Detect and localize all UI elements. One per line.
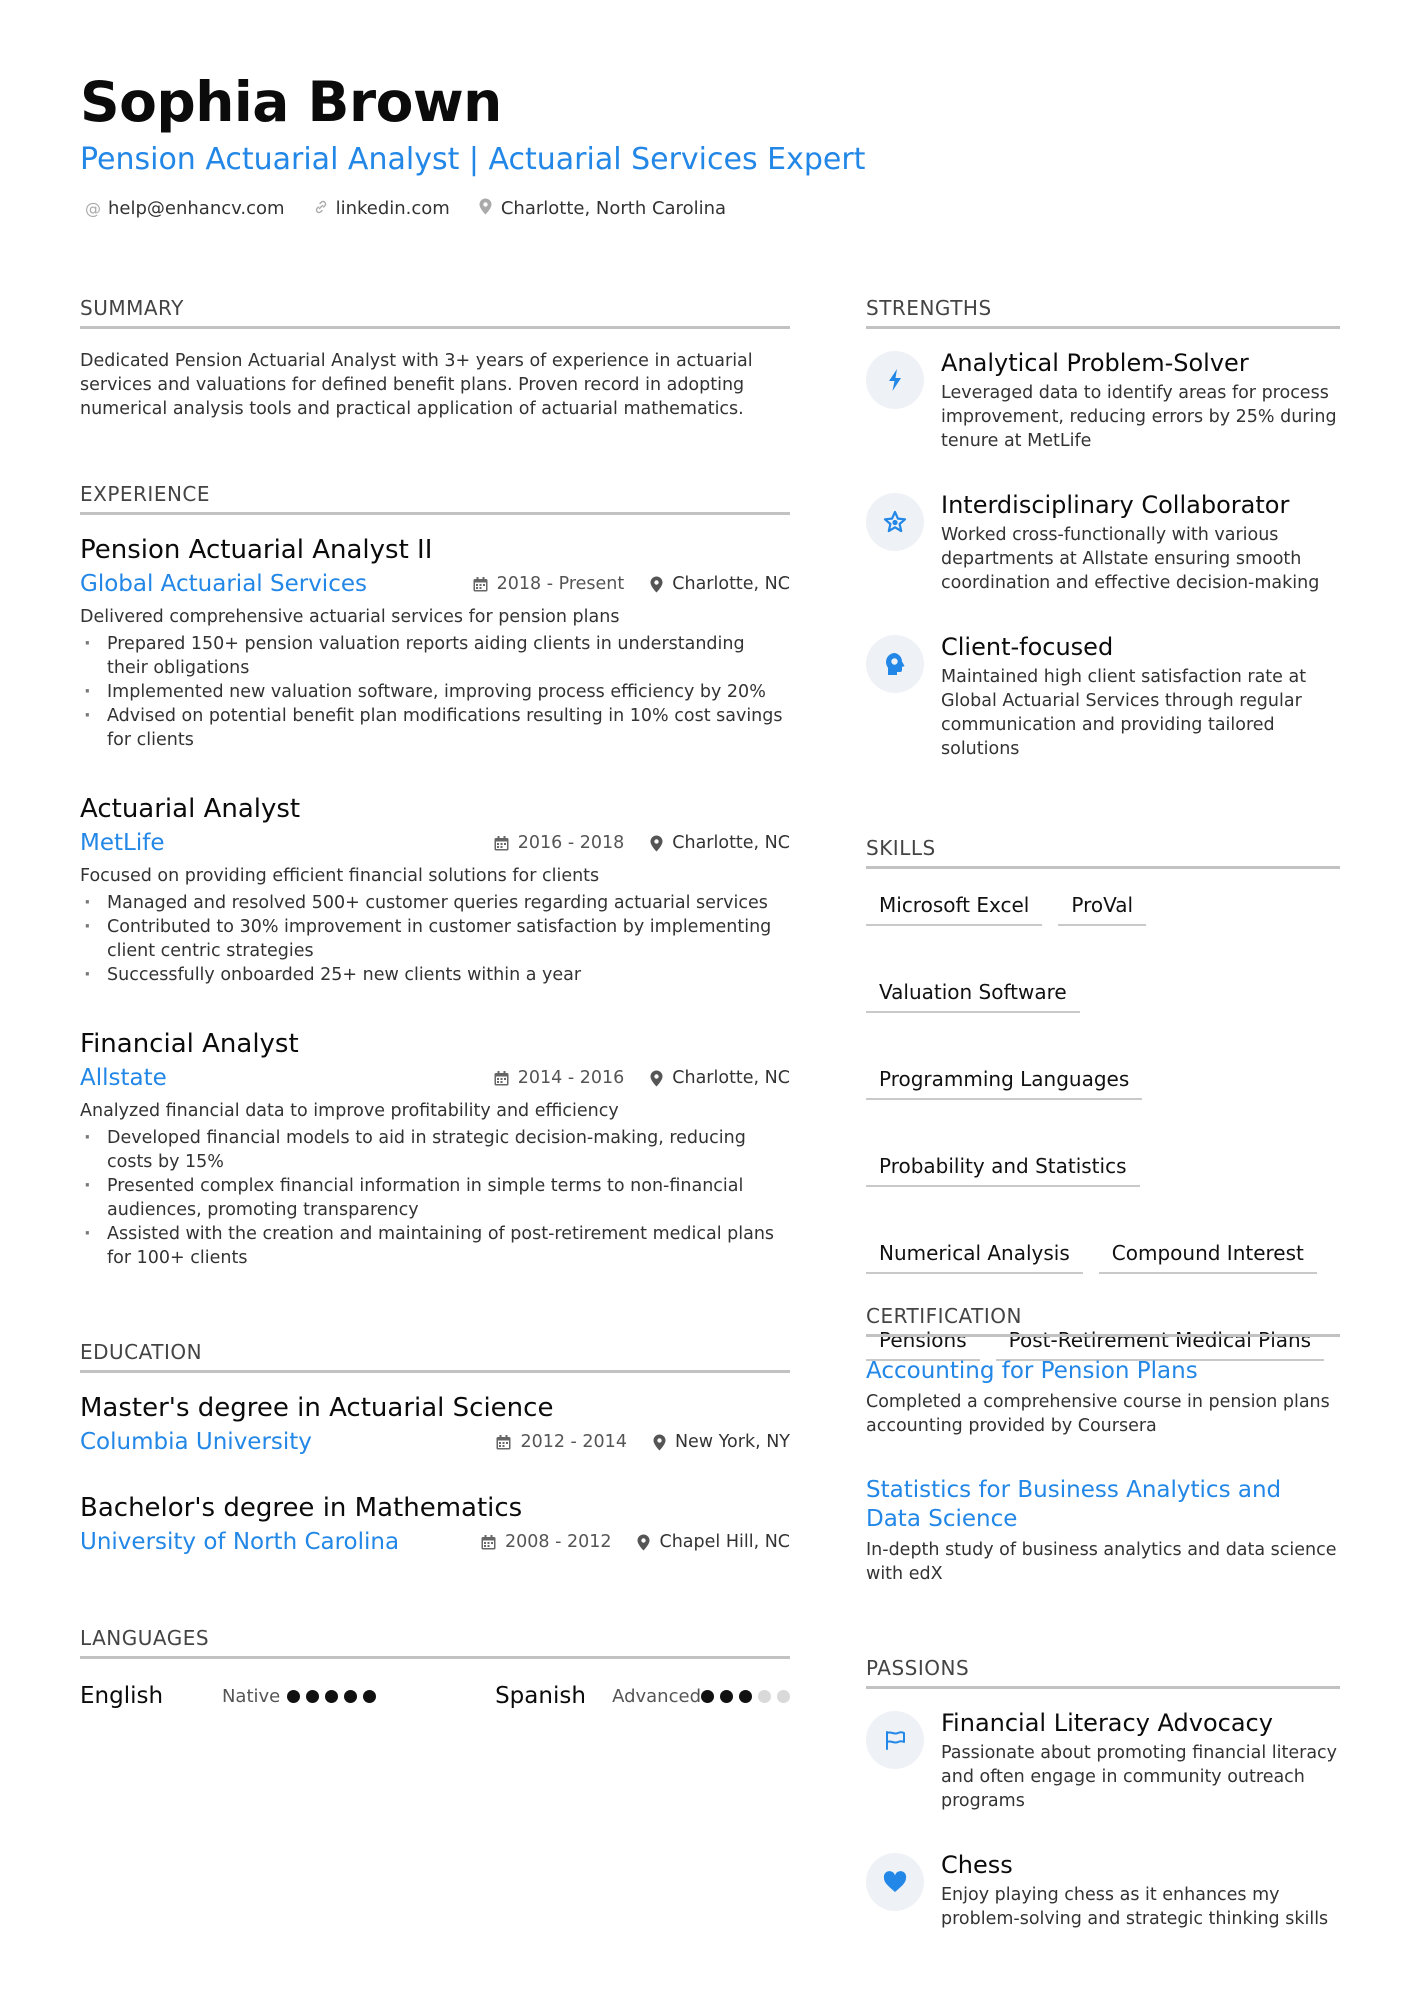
location-pin-icon	[637, 1534, 650, 1551]
job-bullets	[80, 891, 790, 987]
strength-title: Interdisciplinary Collaborator	[941, 491, 1290, 519]
school-name[interactable]: Columbia University	[80, 1429, 312, 1455]
job-dates	[494, 833, 625, 853]
passions-heading: PASSIONS	[866, 1656, 1340, 1689]
location-pin-icon	[653, 1434, 666, 1451]
education-entry	[80, 1493, 790, 1555]
job-bullet: · Developed financial models to aid in strategic decision-making, reducing costs by 15%	[80, 1126, 790, 1174]
job-bullet: · Presented complex financial information in simple terms to non-financial audiences, promoting transparency	[80, 1174, 790, 1222]
skill-tag: Numerical Analysis	[866, 1231, 1083, 1274]
job-description: Analyzed financial data to improve profitability and efficiency	[80, 1101, 619, 1121]
experience-entry	[80, 794, 790, 987]
job-bullet: · Prepared 150+ pension valuation reports aiding clients in understanding their obligations	[80, 632, 790, 680]
rating-dot-filled	[739, 1690, 752, 1703]
strength-item	[866, 633, 1340, 761]
job-title: Financial Analyst	[80, 1029, 299, 1059]
passion-title: Financial Literacy Advocacy	[941, 1709, 1273, 1737]
skill-tag: Post-Retirement Medical Plans	[996, 1318, 1324, 1361]
contact-location-text: Charlotte, North Carolina	[500, 198, 727, 219]
rating-dot-filled	[720, 1690, 733, 1703]
contact-bar	[85, 198, 726, 219]
job-title: Pension Actuarial Analyst II	[80, 535, 433, 565]
calendar-icon	[481, 1535, 496, 1550]
job-bullet: · Assisted with the creation and maintaining of post-retirement medical plans for 100+ clients	[80, 1222, 790, 1270]
skills-list	[866, 883, 1340, 1361]
contact-email-text: help@enhancv.com	[108, 198, 285, 219]
job-dates-text: 2018 - Present	[496, 574, 625, 594]
strengths-heading: STRENGTHS	[866, 296, 1340, 329]
job-bullet: · Successfully onboarded 25+ new clients within a year	[80, 963, 790, 987]
calendar-icon	[494, 1071, 509, 1086]
job-location	[650, 574, 790, 594]
rating-dot-filled	[325, 1690, 338, 1703]
skill-tag: Compound Interest	[1099, 1231, 1317, 1274]
certification-section	[866, 1304, 1340, 1586]
job-bullets	[80, 1126, 790, 1270]
contact-linkedin[interactable]	[313, 198, 450, 219]
language-rating	[287, 1690, 376, 1703]
education-dates-text: 2012 - 2014	[520, 1432, 627, 1452]
location-pin-icon	[650, 835, 663, 852]
rating-dot-filled	[701, 1690, 714, 1703]
job-bullets	[80, 632, 790, 752]
job-bullet: · Contributed to 30% improvement in customer satisfaction by implementing client centric strategies	[80, 915, 790, 963]
degree-title: Bachelor's degree in Mathematics	[80, 1493, 523, 1523]
location-pin-icon	[650, 1070, 663, 1087]
job-dates	[473, 574, 625, 594]
job-dates-text: 2014 - 2016	[517, 1068, 625, 1088]
job-bullet: · Implemented new valuation software, improving process efficiency by 20%	[80, 680, 790, 704]
education-dates	[496, 1432, 627, 1452]
strength-title: Client-focused	[941, 633, 1114, 661]
education-location-text: Chapel Hill, NC	[659, 1532, 790, 1552]
summary-section	[80, 296, 790, 421]
job-dates-text: 2016 - 2018	[517, 833, 625, 853]
languages-section	[80, 1626, 790, 1709]
certification-heading: CERTIFICATION	[866, 1304, 1340, 1337]
location-pin-icon	[650, 576, 663, 593]
languages-row	[80, 1683, 790, 1709]
education-dates	[481, 1532, 612, 1552]
passion-description: Passionate about promoting financial literacy and often engage in community outreach programs	[941, 1743, 1338, 1811]
skill-tag: ProVal	[1058, 883, 1146, 926]
skill-tag: Microsoft Excel	[866, 883, 1042, 926]
passion-description: Enjoy playing chess as it enhances my problem-solving and strategic thinking skills	[941, 1885, 1329, 1929]
passions-section	[866, 1656, 1340, 1931]
at-icon: @	[85, 199, 101, 218]
contact-linkedin-text: linkedin.com	[335, 198, 450, 219]
strength-description: Maintained high client satisfaction rate at Global Actuarial Services through regular communication and providing tailored solutions	[941, 667, 1307, 759]
strength-title: Analytical Problem-Solver	[941, 349, 1249, 377]
strengths-section	[866, 296, 1340, 761]
flag-icon	[866, 1711, 924, 1769]
skill-tag: Probability and Statistics	[866, 1144, 1140, 1187]
calendar-icon	[496, 1435, 511, 1450]
strength-item	[866, 349, 1340, 453]
language-name: Spanish	[495, 1683, 586, 1709]
degree-title: Master's degree in Actuarial Science	[80, 1393, 554, 1423]
experience-section	[80, 482, 790, 1270]
job-description: Delivered comprehensive actuarial services for pension plans	[80, 607, 620, 627]
strength-item	[866, 491, 1340, 595]
contact-location	[478, 198, 726, 219]
skills-section	[866, 836, 1340, 1361]
job-location-text: Charlotte, NC	[672, 833, 790, 853]
language-level: Native	[221, 1685, 281, 1707]
job-location	[650, 833, 790, 853]
languages-heading: LANGUAGES	[80, 1626, 790, 1659]
certification-item	[866, 1357, 1340, 1438]
language-name: English	[80, 1683, 164, 1709]
skill-tag: Pensions	[866, 1318, 980, 1361]
skills-heading: SKILLS	[866, 836, 1340, 869]
passion-item	[866, 1709, 1340, 1813]
language-level: Advanced	[612, 1685, 701, 1707]
education-location	[637, 1532, 790, 1552]
rating-dot-filled	[363, 1690, 376, 1703]
job-location-text: Charlotte, NC	[672, 1068, 790, 1088]
skill-tag: Valuation Software	[866, 970, 1080, 1013]
link-icon	[313, 199, 329, 219]
language-rating	[701, 1690, 790, 1703]
summary-heading: SUMMARY	[80, 296, 790, 329]
education-location-text: New York, NY	[674, 1432, 790, 1452]
strength-description: Worked cross-functionally with various departments at Allstate ensuring smooth coordination and effective decision-making	[941, 525, 1320, 593]
education-location	[653, 1432, 790, 1452]
education-dates-text: 2008 - 2012	[504, 1532, 612, 1552]
skill-tag: Programming Languages	[866, 1057, 1142, 1100]
rating-dot-empty	[777, 1690, 790, 1703]
head-brain-icon	[866, 635, 924, 693]
rating-dot-filled	[344, 1690, 357, 1703]
education-section	[80, 1340, 790, 1555]
summary-text: Dedicated Pension Actuarial Analyst with 3+ years of experience in actuarial services and valuations for defined benefit plans. Proven record in adopting numerical analysis tools and practical application of actuarial mathematics.	[80, 351, 753, 419]
location-pin-icon	[478, 198, 494, 219]
job-bullet: · Advised on potential benefit plan modifications resulting in 10% cost savings for clients	[80, 704, 790, 752]
job-location-text: Charlotte, NC	[672, 574, 790, 594]
calendar-icon	[494, 836, 509, 851]
passion-title: Chess	[941, 1851, 1013, 1879]
job-description: Focused on providing efficient financial solutions for clients	[80, 866, 600, 886]
experience-entry	[80, 535, 790, 752]
job-title: Actuarial Analyst	[80, 794, 301, 824]
education-entry	[80, 1393, 790, 1455]
job-location	[650, 1068, 790, 1088]
heart-icon	[866, 1853, 924, 1911]
rating-dot-filled	[287, 1690, 300, 1703]
lightning-bolt-icon	[866, 351, 924, 409]
certification-item	[866, 1476, 1340, 1586]
contact-email[interactable]	[85, 198, 285, 219]
certification-description: In-depth study of business analytics and data science with edX	[866, 1540, 1337, 1584]
candidate-name: Sophia Brown	[80, 70, 502, 134]
passion-item	[866, 1851, 1340, 1931]
star-icon	[866, 493, 924, 551]
company-name[interactable]: MetLife	[80, 830, 165, 856]
candidate-headline: Pension Actuarial Analyst | Actuarial Services Expert	[80, 142, 866, 177]
job-bullet: · Managed and resolved 500+ customer queries regarding actuarial services	[80, 891, 790, 915]
company-name[interactable]: Allstate	[80, 1065, 167, 1091]
job-dates	[494, 1068, 625, 1088]
calendar-icon	[473, 577, 488, 592]
rating-dot-filled	[306, 1690, 319, 1703]
school-name[interactable]: University of North Carolina	[80, 1529, 400, 1555]
experience-heading: EXPERIENCE	[80, 482, 790, 515]
certification-title[interactable]: Statistics for Business Analytics and Data Science	[866, 1477, 1282, 1532]
certification-title[interactable]: Accounting for Pension Plans	[866, 1358, 1198, 1384]
strength-description: Leveraged data to identify areas for process improvement, reducing errors by 25% during tenure at MetLife	[941, 383, 1337, 451]
rating-dot-empty	[758, 1690, 771, 1703]
company-name[interactable]: Global Actuarial Services	[80, 571, 367, 597]
education-heading: EDUCATION	[80, 1340, 790, 1373]
certification-description: Completed a comprehensive course in pension plans accounting provided by Coursera	[866, 1392, 1330, 1436]
experience-entry	[80, 1029, 790, 1270]
